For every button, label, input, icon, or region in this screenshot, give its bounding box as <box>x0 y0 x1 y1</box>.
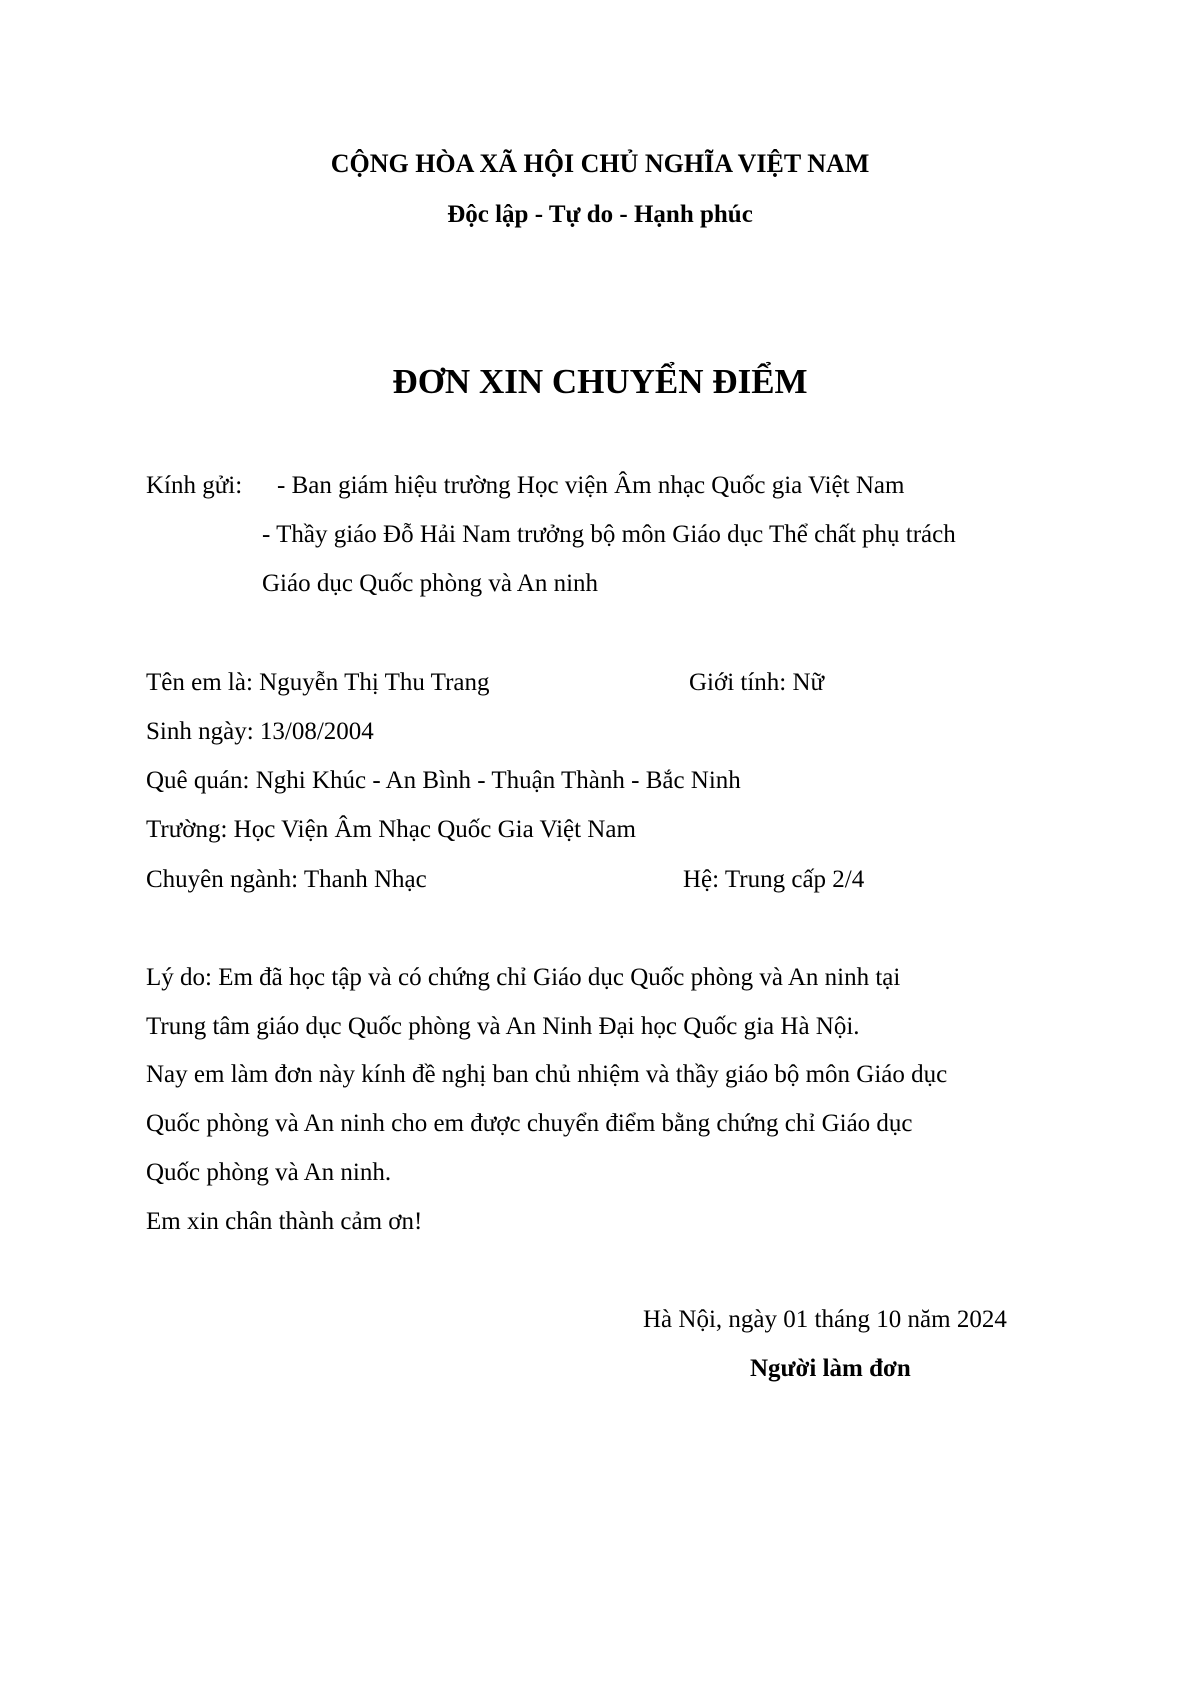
reason-line-2: Trung tâm giáo dục Quốc phòng và An Ninh Đại học Quốc gia Hà Nội. <box>146 1013 860 1040</box>
thanks-line: Em xin chân thành cảm ơn! <box>146 1208 423 1235</box>
request-line-1: Nay em làm đơn này kính đề nghị ban chủ nhiệm và thầy giáo bộ môn Giáo dục <box>146 1061 948 1088</box>
request-line-2: Quốc phòng và An ninh cho em được chuyển điểm bằng chứng chỉ Giáo dục <box>146 1110 913 1137</box>
student-school: Trường: Học Viện Âm Nhạc Quốc Gia Việt Nam <box>146 816 636 843</box>
request-line-3: Quốc phòng và An ninh. <box>146 1159 392 1186</box>
national-title: CỘNG HÒA XÃ HỘI CHỦ NGHĨA VIỆT NAM <box>330 149 870 178</box>
student-major: Chuyên ngành: Thanh Nhạc <box>146 866 427 893</box>
recipient-line-3: Giáo dục Quốc phòng và An ninh <box>262 570 599 597</box>
recipient-line-2: - Thầy giáo Đỗ Hải Nam trưởng bộ môn Giáo dục Thể chất phụ trách <box>262 521 956 548</box>
recipient-line-1: - Ban giám hiệu trường Học viện Âm nhạc Quốc gia Việt Nam <box>277 472 905 499</box>
signer-label: Người làm đơn <box>750 1355 911 1382</box>
student-gender: Giới tính: Nữ <box>689 669 825 696</box>
student-name: Tên em là: Nguyễn Thị Thu Trang <box>146 669 490 696</box>
student-hometown: Quê quán: Nghi Khúc - An Bình - Thuận Thành - Bắc Ninh <box>146 767 741 794</box>
recipients-label: Kính gửi: <box>146 472 243 499</box>
student-dob: Sinh ngày: 13/08/2004 <box>146 718 374 745</box>
place-date: Hà Nội, ngày 01 tháng 10 năm 2024 <box>643 1306 1007 1333</box>
national-motto: Độc lập - Tự do - Hạnh phúc <box>447 201 753 228</box>
document-title: ĐƠN XIN CHUYỂN ĐIỂM <box>392 362 808 401</box>
reason-line-1: Lý do: Em đã học tập và có chứng chỉ Giáo dục Quốc phòng và An ninh tại <box>146 964 901 991</box>
student-program: Hệ: Trung cấp 2/4 <box>683 866 865 893</box>
